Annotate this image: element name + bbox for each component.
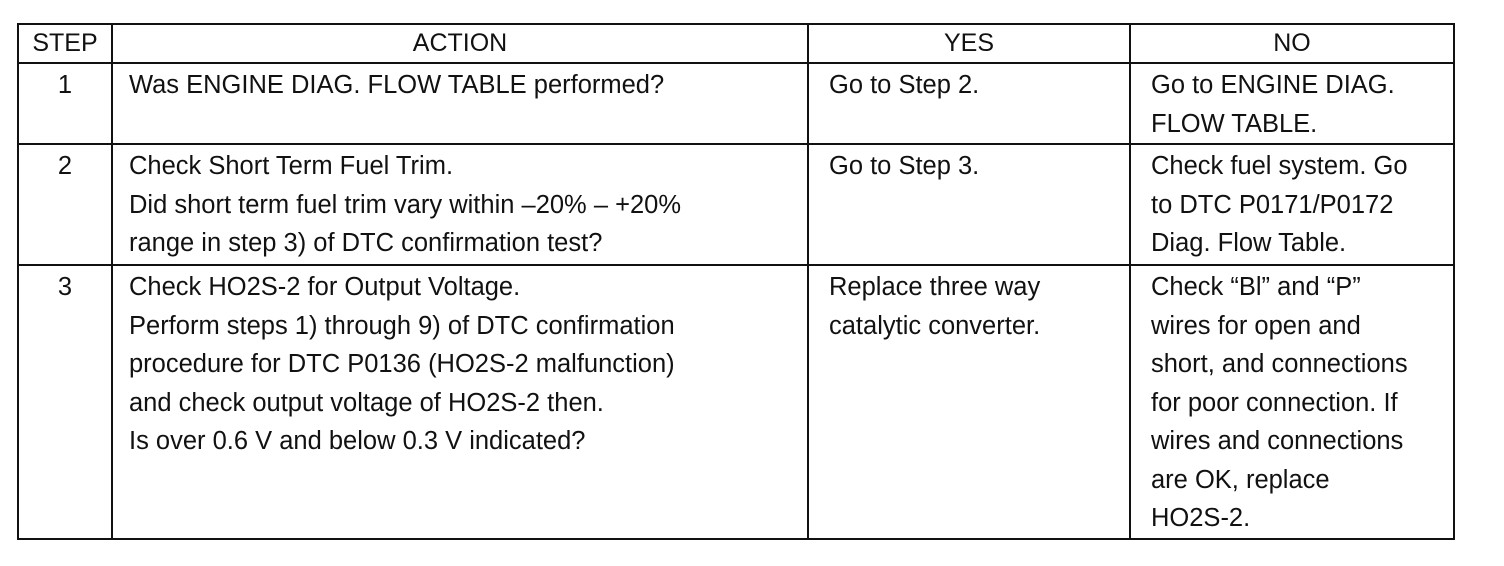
action-cell bbox=[112, 63, 808, 144]
no-line: FLOW TABLE. bbox=[1151, 109, 1318, 138]
yes-line: Go to Step 3. bbox=[829, 152, 980, 180]
no-line: Diag. Flow Table. bbox=[1151, 229, 1347, 257]
header-action: ACTION bbox=[112, 24, 808, 63]
no-cell bbox=[1130, 63, 1454, 144]
no-line: for poor connection. If bbox=[1151, 388, 1398, 417]
no-line: Check “Bl” and “P” bbox=[1151, 273, 1361, 301]
no-line: wires for open and bbox=[1151, 311, 1361, 340]
diagnostic-flow-table bbox=[17, 23, 1455, 540]
action-line: Check Short Term Fuel Trim. bbox=[129, 152, 454, 180]
step-number: 2 bbox=[18, 144, 112, 265]
header-yes: YES bbox=[808, 24, 1130, 63]
action-line: procedure for DTC P0136 (HO2S-2 malfunction) bbox=[129, 350, 675, 378]
no-cell bbox=[1130, 144, 1454, 265]
no-line: wires and connections bbox=[1151, 427, 1404, 455]
action-cell bbox=[112, 265, 808, 539]
yes-line: Replace three way bbox=[829, 273, 1041, 301]
yes-cell bbox=[808, 63, 1130, 144]
yes-cell bbox=[808, 265, 1130, 539]
header-row bbox=[18, 24, 1454, 63]
no-line: are OK, replace bbox=[1151, 465, 1330, 494]
table-row bbox=[18, 63, 1454, 144]
no-cell bbox=[1130, 265, 1454, 539]
no-line: HO2S-2. bbox=[1151, 504, 1251, 532]
action-line: Is over 0.6 V and below 0.3 V indicated? bbox=[129, 427, 586, 455]
action-line: Perform steps 1) through 9) of DTC confirmation bbox=[129, 311, 675, 340]
action-line: Was ENGINE DIAG. FLOW TABLE performed? bbox=[129, 71, 665, 99]
no-line: Check fuel system. Go bbox=[1151, 152, 1408, 180]
header-no: NO bbox=[1130, 24, 1454, 63]
no-line: Go to ENGINE DIAG. bbox=[1151, 71, 1395, 99]
header-step: STEP bbox=[18, 24, 112, 63]
yes-cell bbox=[808, 144, 1130, 265]
action-line: Check HO2S-2 for Output Voltage. bbox=[129, 273, 521, 301]
step-number: 3 bbox=[18, 265, 112, 539]
action-line: range in step 3) of DTC confirmation test? bbox=[129, 229, 603, 257]
action-line: Did short term fuel trim vary within –20% – +20% bbox=[129, 190, 682, 219]
yes-line: catalytic converter. bbox=[829, 311, 1041, 340]
yes-line: Go to Step 2. bbox=[829, 71, 980, 99]
table-row bbox=[18, 265, 1454, 539]
action-cell bbox=[112, 144, 808, 265]
step-number: 1 bbox=[18, 63, 112, 144]
table-row bbox=[18, 144, 1454, 265]
no-line: short, and connections bbox=[1151, 350, 1408, 378]
action-line: and check output voltage of HO2S-2 then. bbox=[129, 388, 604, 417]
no-line: to DTC P0171/P0172 bbox=[1151, 190, 1394, 219]
